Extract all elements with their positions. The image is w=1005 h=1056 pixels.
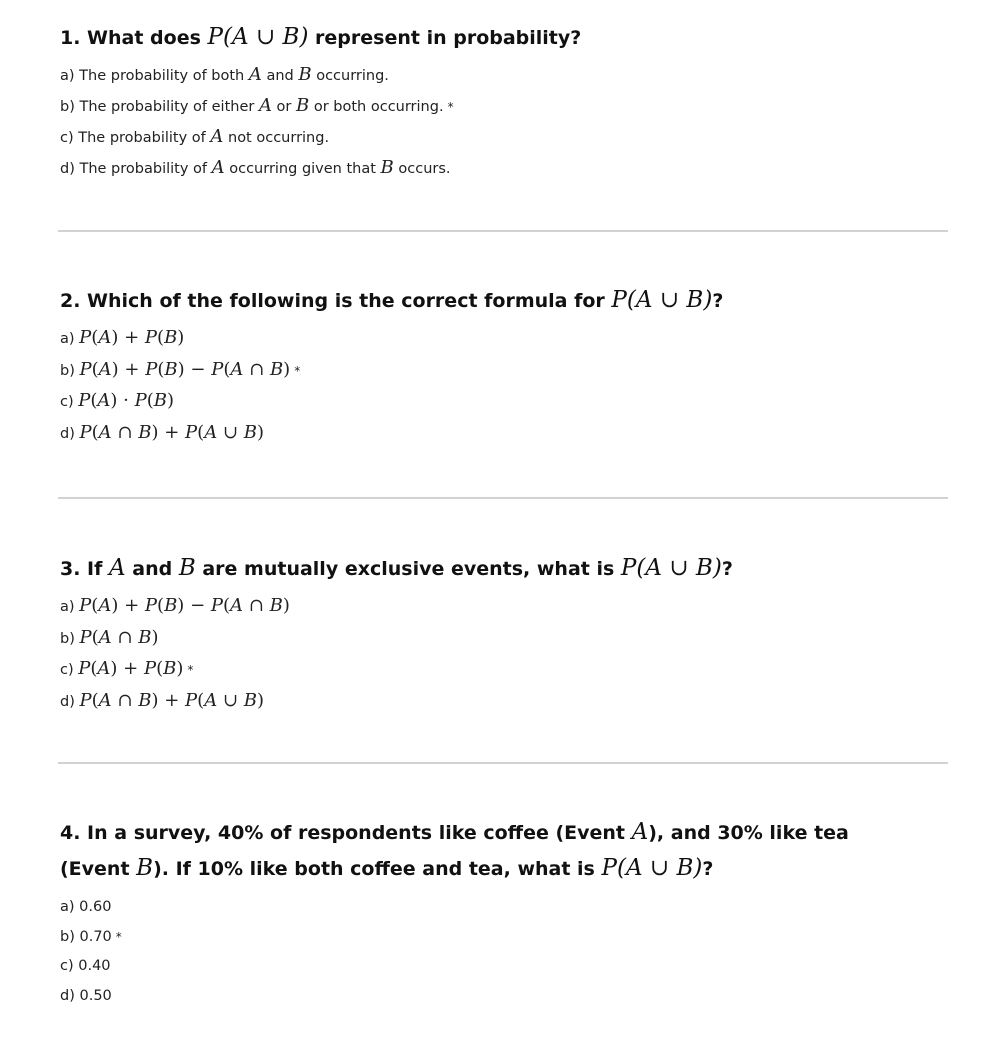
question-1	[60, 20, 950, 184]
title-formula: P(A ∪ B)	[620, 555, 722, 581]
option-formula: P(A) + P(B) − P(A ∩ B)	[79, 595, 290, 616]
option-text: 0.70	[79, 928, 112, 945]
question-1-title	[60, 20, 950, 56]
option-text: The probability of	[79, 161, 212, 177]
option-label: d)	[60, 161, 80, 177]
option-label: a)	[60, 899, 80, 915]
question-2-title	[60, 283, 950, 319]
question-3	[60, 551, 950, 717]
option-label: c)	[60, 394, 79, 410]
option-text: 0.50	[79, 987, 112, 1004]
title-text: 3. If	[60, 558, 110, 580]
option-c[interactable]	[60, 952, 950, 982]
option-d[interactable]	[60, 982, 950, 1012]
option-formula: P(A) + P(B)	[79, 327, 185, 348]
title-formula: P(A ∪ B)	[601, 855, 703, 881]
option-label: d)	[60, 425, 80, 442]
divider	[58, 497, 948, 499]
option-c[interactable]	[60, 386, 950, 418]
divider	[58, 230, 948, 232]
option-b[interactable]	[60, 355, 950, 387]
title-text: are mutually exclusive events, what is	[195, 558, 621, 580]
option-text: or both occurring.	[309, 99, 444, 115]
title-text: 2. Which of the following is the correct formula for	[60, 290, 612, 312]
divider	[58, 762, 948, 764]
title-text: ?	[721, 558, 733, 580]
option-c[interactable]	[60, 654, 950, 686]
option-label: c)	[60, 958, 79, 974]
option-d[interactable]	[60, 153, 950, 184]
title-text: 4. In a survey, 40% of respondents like coffee (Event	[60, 822, 632, 844]
option-text: The probability of either	[79, 99, 259, 115]
option-b[interactable]	[60, 91, 950, 122]
question-2	[60, 283, 950, 449]
option-text: The probability of both	[79, 68, 249, 84]
option-formula: P(A ∩ B)	[79, 626, 159, 648]
title-text: ), and 30% like tea	[648, 822, 849, 844]
option-label: a)	[60, 331, 80, 347]
option-math: B	[380, 157, 394, 178]
title-text: ?	[712, 290, 724, 312]
option-label: b)	[60, 630, 80, 647]
option-c[interactable]	[60, 122, 950, 153]
option-math: B	[296, 95, 310, 116]
option-formula: P(A ∩ B) + P(A ∪ B)	[79, 421, 265, 443]
option-formula: P(A ∩ B) + P(A ∪ B)	[79, 689, 265, 711]
option-text: 0.40	[78, 958, 111, 974]
question-4-options	[60, 893, 950, 1011]
question-4-title	[60, 815, 950, 887]
title-text: ?	[702, 858, 714, 880]
question-4	[60, 815, 950, 1011]
option-a[interactable]	[60, 323, 950, 355]
option-text: 0.60	[79, 899, 112, 915]
option-text: and	[261, 68, 299, 84]
option-b[interactable]	[60, 923, 950, 953]
option-text: occurring given that	[224, 161, 381, 177]
option-label: d)	[60, 693, 80, 710]
option-formula: P(A) · P(B)	[78, 390, 175, 411]
option-math: B	[298, 64, 312, 85]
title-math: B	[178, 555, 196, 581]
option-text: or	[271, 99, 296, 115]
title-text: 1. What does	[60, 27, 208, 49]
title-formula: P(A ∪ B)	[207, 24, 309, 50]
title-math: A	[109, 555, 126, 581]
title-math: A	[631, 819, 649, 845]
correct-answer-marker: *	[447, 100, 454, 114]
title-text: ). If 10% like both coffee and tea, what is	[153, 858, 602, 880]
option-math: A	[248, 64, 262, 85]
option-b[interactable]	[60, 623, 950, 655]
question-3-options	[60, 591, 950, 717]
question-3-title	[60, 551, 950, 587]
option-formula: P(A) + P(B)	[78, 658, 184, 679]
correct-answer-marker: *	[115, 929, 122, 944]
option-text: not occurring.	[223, 130, 330, 146]
title-formula: P(A ∪ B)	[611, 287, 713, 313]
option-label: b)	[60, 99, 80, 115]
title-text: represent in probability?	[308, 27, 582, 49]
option-a[interactable]	[60, 591, 950, 623]
option-formula: P(A) + P(B) − P(A ∩ B)	[79, 358, 291, 380]
title-text: and	[125, 558, 179, 580]
option-d[interactable]	[60, 418, 950, 450]
option-text: The probability of	[78, 130, 211, 146]
option-text: occurring.	[311, 68, 389, 84]
option-label: c)	[60, 130, 79, 146]
title-math: B	[136, 855, 154, 881]
option-math: A	[211, 157, 225, 178]
option-label: a)	[60, 599, 80, 615]
option-label: c)	[60, 662, 79, 678]
option-math: A	[258, 95, 272, 116]
option-a[interactable]	[60, 60, 950, 91]
option-math: A	[210, 126, 224, 147]
option-text: occurs.	[393, 161, 451, 177]
option-d[interactable]	[60, 686, 950, 718]
question-2-options	[60, 323, 950, 449]
correct-answer-marker: *	[294, 363, 301, 378]
title-text: (Event	[60, 858, 137, 880]
option-label: d)	[60, 987, 80, 1004]
option-label: b)	[60, 928, 80, 945]
option-label: b)	[60, 362, 80, 379]
option-label: a)	[60, 68, 80, 84]
option-a[interactable]	[60, 893, 950, 923]
question-1-options	[60, 60, 950, 184]
correct-answer-marker: *	[187, 663, 194, 677]
